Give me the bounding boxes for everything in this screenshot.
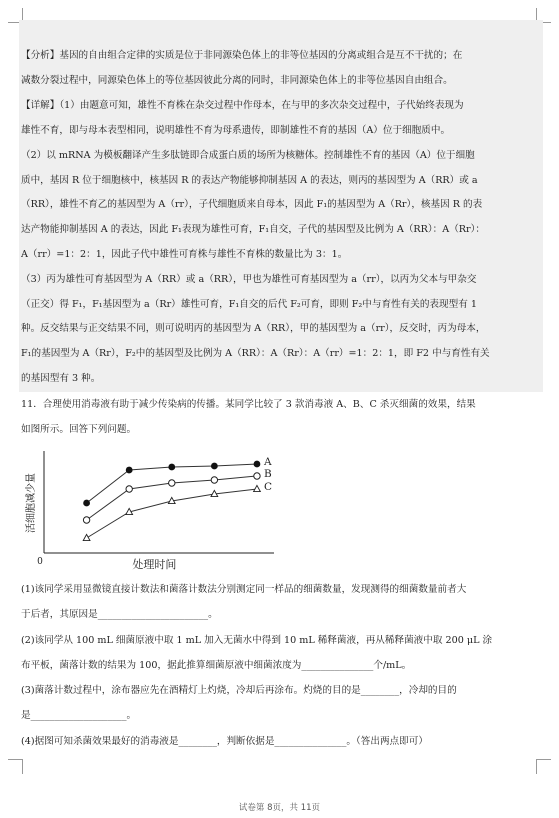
analysis-line: （正交）得 F₁，F₁基因型为 a（Rr）雄性可育，F₁自交的后代 F₂可育，即则 F₂中与育性有关的表现型有 1 <box>21 299 477 310</box>
data-point-A <box>168 464 175 471</box>
analysis-line: 种。反交结果与正交结果不同，则可说明丙的基因型为 A（RR），甲的基因型为 a（rr），反交时，丙为母本， <box>21 323 486 334</box>
data-point-A <box>254 461 261 468</box>
origin-label: 0 <box>37 557 43 567</box>
question-part-1: 于后者，其原因是_______________________。 <box>21 609 218 620</box>
analysis-line: 达产物能抑制基因 A 的表达，因此 F₁表现为雄性可育，F₁自交，子代的基因型及比例为 A（RR）：A（Rr）： <box>21 224 485 235</box>
data-point-C <box>254 485 261 491</box>
corner-mark-bottom-right <box>536 759 551 774</box>
disinfectant-effect-chart <box>20 447 280 572</box>
data-point-B <box>254 473 260 479</box>
series-label-C: C <box>263 481 273 493</box>
data-point-A <box>83 500 90 507</box>
x-axis-label: 处理时间 <box>132 558 177 571</box>
analysis-line: F₁的基因型为 A（Rr），F₂中的基因型及比例为 A（RR）：A（Rr）：A（rr）=1：2：1，即 F2 中与育性有关 <box>21 348 490 359</box>
analysis-line: （2）以 mRNA 为模板翻译产生多肽链即合成蛋白质的场所为核糖体。控制雄性不育的基因（A）位于细胞 <box>21 150 475 161</box>
question-part-3: 是____________________。 <box>21 710 137 721</box>
series-line-C <box>87 489 257 538</box>
analysis-line: 雄性不育，即与母本表型相同，说明雄性不育为母系遗传，即制雄性不育的基因（A）位于细胞质中。 <box>21 125 451 136</box>
analysis-line: 【分析】基因的自由组合定律的实质是位于非同源染色体上的非等位基因的分离或组合是互不干扰的；在 <box>21 50 463 61</box>
series-label-B: B <box>263 468 272 480</box>
analysis-line: （3）丙为雄性可育基因型为 A（RR）或 a（RR），甲也为雄性可育基因型为 a（rr），以丙为父本与甲杂交 <box>21 274 477 285</box>
corner-mark-bottom-left <box>8 759 23 774</box>
y-axis-label: 活细胞减少量 <box>26 473 37 533</box>
question-part-2: 布平板，菌落计数的结果为 100，据此推算细菌原液中细菌浓度为_______________个/mL。 <box>21 660 412 671</box>
data-point-B <box>83 517 89 523</box>
question-stem: 11．合理使用消毒液有助于减少传染病的传播。某同学比较了 3 款消毒液 A、B、C 杀灭细菌的效果，结果 <box>21 399 476 410</box>
analysis-line: A（rr）=1：2：1，因此子代中雄性可育株与雄性不育株的数量比为 3：1。 <box>21 249 348 260</box>
data-point-A <box>126 467 133 474</box>
data-point-C <box>83 534 90 540</box>
question-part-3: (3)菌落计数过程中，涂布器应先在酒精灯上灼烧，冷却后再涂布。灼烧的目的是________，冷却的目的 <box>21 685 457 696</box>
data-point-B <box>169 480 175 486</box>
data-point-B <box>211 477 217 483</box>
question-part-2: (2)该同学从 100 mL 细菌原液中取 1 mL 加入无菌水中得到 10 mL 稀释菌液，再从稀释菌液中取 200 μL 涂 <box>21 635 493 646</box>
data-point-B <box>126 486 132 492</box>
analysis-line: 质中，基因 R 位于细胞核中，核基因 R 的表达产物能够抑制基因 A 的表达，则丙的基因型为 A（RR）或 a <box>21 175 478 186</box>
analysis-line: 减数分裂过程中，同源染色体上的等位基因彼此分离的同时，非同源染色体上的非等位基因自由组合。 <box>21 75 453 86</box>
analysis-line: 【详解】（1）由题意可知，雄性不育株在杂交过程中作母本，在与甲的多次杂交过程中，子代始终表现为 <box>21 100 464 111</box>
data-point-A <box>211 463 218 470</box>
analysis-line: （RR），雄性不育乙的基因型为 A（rr），子代细胞质来自母本，因此 F₁的基因型为 A（Rr），核基因 R 的表 <box>21 199 483 210</box>
analysis-line: 的基因型有 3 种。 <box>21 373 101 384</box>
question-part-1: (1)该同学采用显微镜直接计数法和菌落计数法分别测定同一样品的细菌数量，发现测得的细菌数量前者大 <box>21 584 467 595</box>
series-label-A: A <box>263 456 272 468</box>
question-stem: 如图所示。回答下列问题。 <box>21 424 137 435</box>
page-footer: 试卷第 8页，共 11页 <box>238 803 321 813</box>
question-part-4: (4)据图可知杀菌效果最好的消毒液是________，判断依据是_______________。（答出两点即可） <box>21 736 428 747</box>
